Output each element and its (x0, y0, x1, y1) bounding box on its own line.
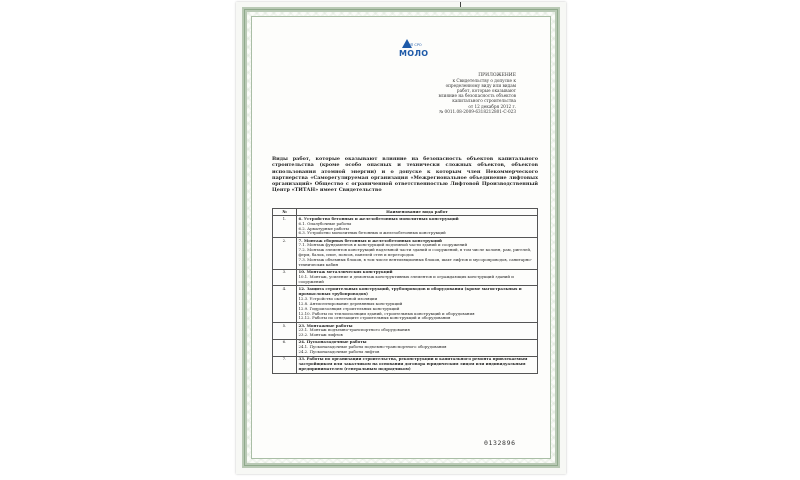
table-header-row (273, 209, 538, 216)
work-item: 6.2. Арматурные работы (298, 225, 349, 231)
document-body (251, 16, 551, 459)
row-number: 1. (273, 216, 297, 238)
row-content (297, 339, 538, 356)
column-header-name: Наименование вида работ (297, 209, 538, 216)
work-group-title: 24. Пусконаладочные работы (298, 339, 367, 345)
row-content (297, 237, 538, 269)
table-row (273, 269, 538, 286)
row-content (297, 322, 538, 339)
work-item: 12.9. Гидроизоляция строительных конструкций (298, 305, 400, 311)
appendix-title: ПРИЛОЖЕНИЕ (478, 73, 516, 78)
row-number: 7. (273, 356, 297, 373)
appendix-line: № 0011.08-2009-6318212801-С-023 (439, 108, 516, 114)
work-item: 24.2. Пусконаладочные работы лифтов (298, 349, 380, 355)
row-number: 6. (273, 339, 297, 356)
ornamental-border (242, 7, 560, 468)
appendix-line: работ, которые оказывают (456, 88, 516, 94)
work-item: 23.1. Монтаж подъемно-транспортного оборудования (298, 327, 410, 333)
table-row (273, 237, 538, 269)
row-number: 2. (273, 237, 297, 269)
work-item: 7.1. Монтаж фундаментов и конструкций подземной части зданий и сооружений (298, 242, 468, 248)
work-item: 12.12. Работы по огнезащите строительных конструкций и оборудования (298, 315, 451, 321)
row-content (297, 286, 538, 323)
work-group-title: 23. Монтажные работы (298, 322, 353, 328)
table-row (273, 322, 538, 339)
work-item: 7.3. Монтаж объемных блоков, в том числе вентиляционных блоков, шахт лифтов и мусоропроводов, санитарно-технических кабин (298, 257, 532, 268)
organization-logo (399, 39, 439, 65)
work-group-title: 10. Монтаж металлических конструкций (298, 269, 393, 275)
row-number: 4. (273, 286, 297, 323)
logo-name: МОЛО (399, 49, 429, 58)
table-row (273, 216, 538, 238)
table-row (273, 286, 538, 323)
work-item: 12.8. Антисептирование деревянных конструкций (298, 300, 403, 306)
work-item: 23.2. Монтаж лифтов (298, 332, 343, 338)
appendix-line: от 12 декабря 2012 г. (468, 103, 516, 109)
work-item: 7.2. Монтаж элементов конструкций надземной части зданий и сооружений, в том числе колонн, рам, ригелей, ферм, балок, плит, поясов, панелей стен и перегородок (298, 247, 532, 258)
work-item: 12.3. Устройство оклеечной изоляции (298, 295, 378, 301)
appendix-note (406, 73, 516, 114)
row-number: 5. (273, 322, 297, 339)
appendix-line: капитального строительства (452, 98, 516, 104)
intro-paragraph: Виды работ, которые оказывают влияние на безопасность объектов капитального строительства (кроме особо опасных и технически сложных объектов, объектов использования атомной энергии) и о допуске к которым член Некоммерческого партнерства «Саморегулируемая организация «Межрегиональное объединение лифтовых организаций» Общество с ограниченной ответственностью Лифтовой Производственный Центр «ТИТАН» имеет Свидетельство (272, 156, 538, 194)
appendix-line: определенному виду или видам (445, 83, 516, 89)
work-group-title: 12. Защита строительных конструкций, трубопроводов и оборудования (кроме магистральных и промысловых трубопроводов) (298, 286, 522, 296)
row-content (297, 216, 538, 238)
works-table (272, 208, 538, 374)
work-item: 12.10. Работы по теплоизоляции зданий, строительных конструкций и оборудования (298, 310, 475, 316)
work-item: 10.1. Монтаж, усиление и демонтаж конструктивных элементов и ограждающих конструкций зданий и сооружений (298, 274, 514, 284)
logo-subtitle: НП СРО (408, 43, 422, 47)
work-item: 24.1. Пусконаладочные работы подъемно-транспортного оборудования (298, 344, 447, 350)
table-row (273, 339, 538, 356)
work-item: 6.1. Опалубочные работы (298, 220, 352, 226)
row-content (297, 356, 538, 373)
row-number: 3. (273, 269, 297, 286)
row-content (297, 269, 538, 286)
appendix-line: влияние на безопасность объектов (438, 93, 516, 99)
serial-number: 0132896 (484, 439, 516, 447)
work-group-title: 33. Работы по организации строительства, реконструкции и капитального ремонта привлекаемым застройщиком или заказчиком на основании договора юридическим лицом или индивидуальным предпринимателем (генеральным подрядчиком) (298, 356, 528, 372)
work-group-title: 6. Устройство бетонных и железобетонных монолитных конструкций (298, 215, 459, 221)
appendix-line: к Свидетельству о допуске к (452, 78, 516, 84)
table-row (273, 356, 538, 373)
column-header-number: № (273, 209, 297, 216)
work-group-title: 7. Монтаж сборных бетонных и железобетонных конструкций (298, 237, 442, 243)
work-item: 6.3. Устройство монолитных бетонных и железобетонных конструкций (298, 230, 446, 236)
certificate-page (236, 2, 566, 474)
works-table-body (273, 216, 538, 374)
